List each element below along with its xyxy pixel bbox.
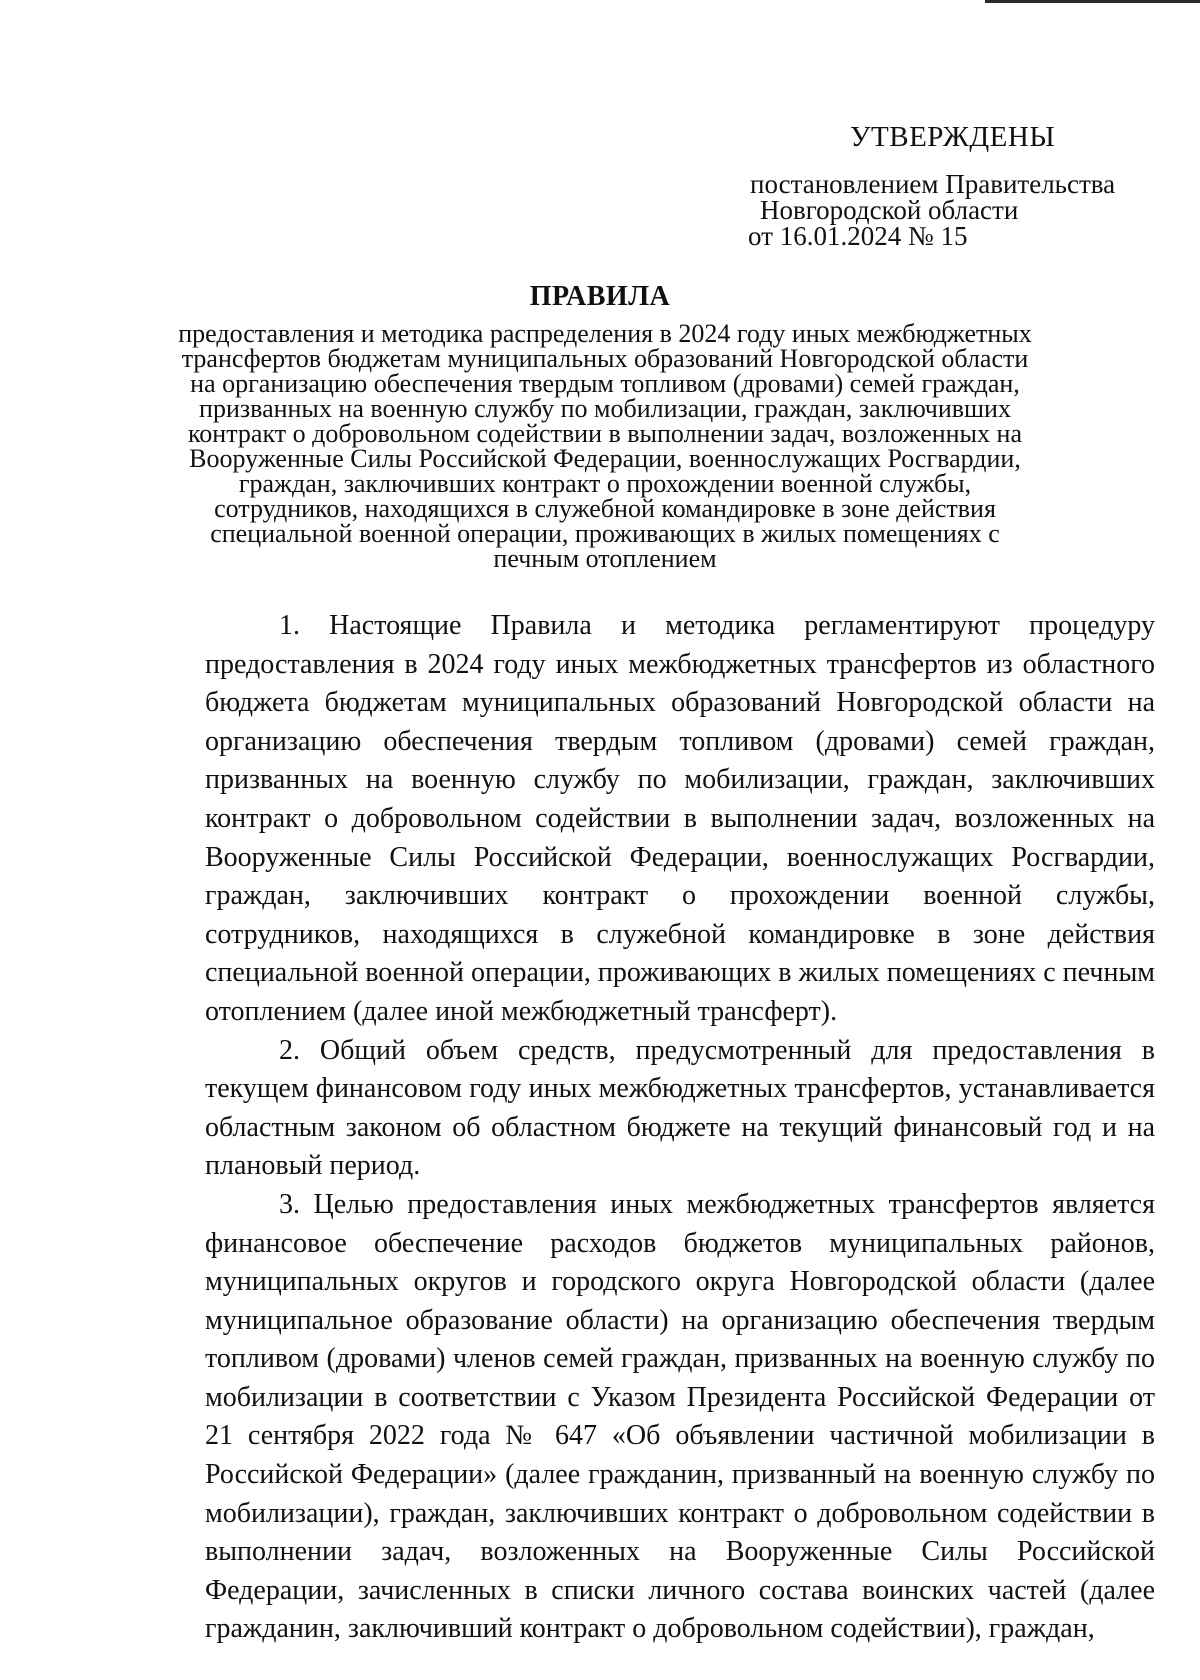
paragraph-1: 1. Настоящие Правила и методика регламентируют процедуру предоставления в 2024 году иных межбюджетных трансфертов из областного бюджета бюджетам муниципальных образований Новгородской области на организацию обеспечения твердым топливом (дровами) семей граждан, призванных на военную службу по мобилизации, граждан, заключивших контракт о добровольном содействии в выполнении задач, возложенных на Вооруженные Силы Российской Федерации, военнослужащих Росгвардии, граждан, заключивших контракт о прохождении военной службы, сотрудников, находящихся в служебной командировке в зоне действия специальной военной операции, проживающих в жилых помещениях с печным отоплением (далее иной межбюджетный трансферт). xyxy=(205,610,1155,1027)
paragraph-3: 3. Целью предоставления иных межбюджетных трансфертов является финансовое обеспечение расходов бюджетов муниципальных районов, муниципальных округов и городского округа Новгородской области (далее муниципальное образование области) на организацию обеспечения твердым топливом (дровами) членов семей граждан, призванных на военную службу по мобилизации в соответствии с Указом Президента Российской Федерации от 21 сентября 2022 года № 647 «Об объявлении частичной мобилизации в Российской Федерации» (далее гражданин, призванный на военную службу по мобилизации), граждан, заключивших контракт о добровольном содействии в выполнении задач, возложенных на Вооруженные Силы Российской Федерации, зачисленных в списки личного состава воинских частей (далее гражданин, заключивший контракт о добровольном содействии), граждан, xyxy=(205,1188,1155,1645)
document-subtitle xyxy=(150,321,1060,571)
subtitle-line: Вооруженные Силы Российской Федерации, военнослужащих Росгвардии, xyxy=(189,444,1021,473)
subtitle-line: контракт о добровольном содействии в выполнении задач, возложенных на xyxy=(188,419,1022,448)
approval-line: постановлением Правительства xyxy=(750,169,1116,199)
subtitle-line: на организацию обеспечения твердым топливом (дровами) семей граждан, xyxy=(190,369,1020,398)
subtitle-line: призванных на военную службу по мобилизации, граждан, заключивших xyxy=(199,394,1011,423)
scan-edge-mark xyxy=(985,0,1200,3)
subtitle-line: граждан, заключивших контракт о прохождении военной службы, xyxy=(238,469,972,498)
document-body xyxy=(205,607,1155,1649)
approval-line: Новгородской области xyxy=(760,195,1019,225)
approval-heading: УТВЕРЖДЕНЫ xyxy=(850,121,1056,153)
subtitle-line: предоставления и методика распределения в 2024 году иных межбюджетных xyxy=(178,319,1032,348)
subtitle-line: трансфертов бюджетам муниципальных образований Новгородской области xyxy=(181,344,1029,373)
approval-line: от 16.01.2024 № 15 xyxy=(748,221,968,251)
subtitle-line: сотрудников, находящихся в служебной командировке в зоне действия xyxy=(214,494,996,523)
document-title: ПРАВИЛА xyxy=(529,281,671,312)
approval-block xyxy=(748,120,1168,249)
subtitle-line: печным отоплением xyxy=(493,544,717,573)
paragraph-2: 2. Общий объем средств, предусмотренный для предоставления в текущем финансовом году иных межбюджетных трансфертов, устанавливается областным законом об областном бюджете на текущий финансовый год и на плановый период. xyxy=(205,1034,1155,1182)
subtitle-line: специальной военной операции, проживающих в жилых помещениях с xyxy=(210,519,1000,548)
